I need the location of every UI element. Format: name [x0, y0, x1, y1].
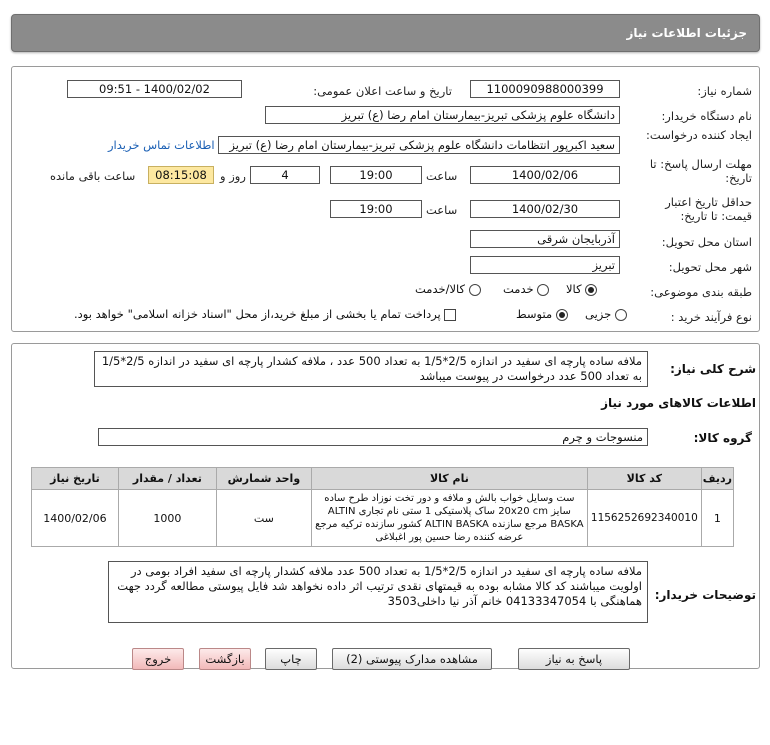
- validity-date-field: 1400/02/30: [470, 200, 620, 218]
- row-quantity: 1000: [118, 490, 216, 547]
- creator-label: ایجاد کننده درخواست:: [646, 128, 752, 142]
- category-option-goods[interactable]: [566, 282, 597, 296]
- radio-medium[interactable]: [556, 309, 568, 321]
- announce-label: تاریخ و ساعت اعلان عمومی:: [313, 84, 452, 98]
- col-code: کد کالا: [587, 468, 701, 490]
- category-label: طبقه بندی موضوعی:: [650, 285, 752, 299]
- row-index: 1: [701, 490, 733, 547]
- contact-buyer-link[interactable]: اطلاعات تماس خریدار: [108, 138, 215, 152]
- goods-section-title: اطلاعات کالاهای مورد نیاز: [601, 396, 756, 410]
- province-label: استان محل تحویل:: [661, 235, 752, 249]
- deadline-date-field: 1400/02/06: [470, 166, 620, 184]
- announce-field: 1400/02/02 - 09:51: [67, 80, 242, 98]
- buyer-label: نام دستگاه خریدار:: [661, 109, 752, 123]
- row-unit: ست: [216, 490, 311, 547]
- buyer-notes-box: ملافه ساده پارچه ای سفید در اندازه 2/5*1/5 به تعداد 500 عدد ملافه کشدار پارچه ای سفید افراد بومی در اولویت میباشند کد کالا مشابه بوده به قیمتهای نقدی ترتیب اثر داده نخواهد شد فایل پیوستی مطالعه گردد جهت هماهنگی با 04133347054 خانم آذر نیا داخلی3503: [108, 561, 648, 623]
- category-option-service[interactable]: [503, 282, 549, 296]
- process-option-medium[interactable]: [516, 307, 568, 321]
- radio-goods[interactable]: [585, 284, 597, 296]
- category-option-goods-label: کالا: [566, 282, 582, 296]
- col-name: نام کالا: [311, 468, 587, 490]
- radio-service[interactable]: [537, 284, 549, 296]
- col-quantity: تعداد / مقدار: [118, 468, 216, 490]
- validity-time-field: 19:00: [330, 200, 422, 218]
- back-button[interactable]: بازگشت: [199, 648, 251, 670]
- need-number-field: 1100090988000399: [470, 80, 620, 98]
- goods-table: [31, 467, 734, 547]
- province-field: آذربایجان شرقی: [470, 230, 620, 248]
- buyer-notes-label: توضیحات خریدار:: [654, 588, 756, 602]
- process-option-medium-label: متوسط: [516, 307, 553, 321]
- print-button[interactable]: چاپ: [265, 648, 317, 670]
- category-option-service-label: خدمت: [503, 282, 534, 296]
- validity-time-label: ساعت: [426, 203, 458, 217]
- page-title: جزئیات اطلاعات نیاز: [626, 26, 747, 40]
- city-field: تبریز: [470, 256, 620, 274]
- remaining-label: ساعت باقی مانده: [50, 169, 136, 183]
- description-label: شرح کلی نیاز:: [670, 362, 756, 376]
- process-label: نوع فرآیند خرید :: [670, 310, 752, 324]
- table-row: [32, 490, 734, 547]
- row-name: ست وسایل خواب بالش و ملافه و دور تخت نوزاد طرح ساده سایز 20x20 cm ساک پلاستیکی 1 ستی نام تجاری ALTIN BASKA مرجع سازنده ALTIN BASKA کشور سازنده ترکیه مرجع عرضه کننده رضا حسین پور اغبلاغی: [311, 490, 587, 547]
- deadline-label: مهلت ارسال پاسخ: تا تاریخ:: [649, 157, 752, 185]
- goods-group-label: گروه کالا:: [693, 431, 752, 445]
- radio-both[interactable]: [469, 284, 481, 296]
- need-number-label: شماره نیاز:: [697, 84, 752, 98]
- category-option-both-label: کالا/خدمت: [415, 282, 466, 296]
- validity-label: حداقل تاریخ اعتبار قیمت: تا تاریخ:: [665, 195, 752, 223]
- goods-table-wrap: [31, 467, 734, 547]
- deadline-time-label: ساعت: [426, 169, 458, 183]
- radio-minor[interactable]: [615, 309, 627, 321]
- process-option-minor-label: جزیی: [585, 307, 612, 321]
- category-option-both[interactable]: [415, 282, 481, 296]
- col-date: تاریخ نیاز: [32, 468, 119, 490]
- row-code: 1156252692340010: [587, 490, 701, 547]
- reply-button[interactable]: پاسخ به نیاز: [518, 648, 630, 670]
- buyer-field: دانشگاه علوم پزشکی تبریز-بیمارستان امام رضا (ع) تبریز: [265, 106, 620, 124]
- goods-group-field: منسوجات و چرم: [98, 428, 648, 446]
- days-label: روز و: [220, 169, 246, 183]
- description-box: ملافه ساده پارچه ای سفید در اندازه 2/5*1/5 به تعداد 500 عدد ، ملافه کشدار پارچه ای سفید در اندازه 2/5*1/5 به تعداد 500 عدد درخواست در پیوست میباشد: [94, 351, 648, 387]
- payment-checkbox[interactable]: [444, 309, 456, 321]
- process-option-minor[interactable]: [585, 307, 627, 321]
- col-index: ردیف: [701, 468, 733, 490]
- payment-note-text: پرداخت تمام یا بخشی از مبلغ خرید،از محل "اسناد خزانه اسلامی" خواهد بود.: [74, 307, 441, 321]
- city-label: شهر محل تحویل:: [668, 260, 752, 274]
- goods-table-header: [32, 468, 734, 490]
- remaining-time-field: 08:15:08: [148, 166, 214, 184]
- payment-note[interactable]: [74, 307, 456, 321]
- attachments-button[interactable]: مشاهده مدارک پیوستی (2): [332, 648, 492, 670]
- days-field: 4: [250, 166, 320, 184]
- col-unit: واحد شمارش: [216, 468, 311, 490]
- deadline-time-field: 19:00: [330, 166, 422, 184]
- page-header: [11, 14, 760, 52]
- row-date: 1400/02/06: [32, 490, 119, 547]
- exit-button[interactable]: خروج: [132, 648, 184, 670]
- creator-field: سعید اکبرپور انتظامات دانشگاه علوم پزشکی تبریز-بیمارستان امام رضا (ع) تبریز: [218, 136, 620, 154]
